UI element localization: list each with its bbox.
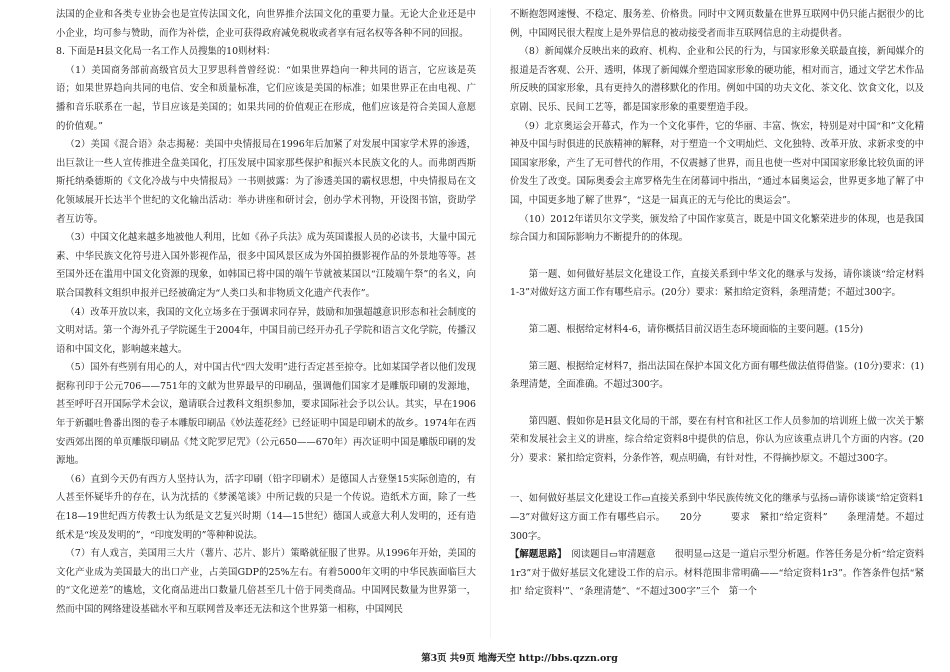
solution-text: 阅读题目▭审清题意 很明显▭这是一道启示型分析题。作答任务是分析“给定资料1r3”对于做好基层文化建设工作的启示。材料范围非常明确——“给定资料1r3”。作答条件包括“紧扣' 给定资料'”、“条理清楚”、“不超过300字”三个 第一个 — [510, 549, 924, 598]
left-column — [56, 6, 476, 620]
site-watermark: 地海天空 http://bbs.qzzn.org — [478, 653, 618, 664]
material-item: （3）中国文化越来越多地被他人利用，比如《孙子兵法》成为英国谍报人员的必读书，大量中国元素、中华民族文化符号进入国外影视作品，很多中国风景区成为外国拍摄影视作品的外景地等等。甚至国外还在滥用中国文化资源的现象，如韩国已将中国的端午节就被某国以“江陵端午祭”的名义，向联合国教科文组织申报并已经被确定为“人类口头和非物质文化遗产代表作”。 — [56, 232, 476, 299]
material-item: （2）美国《混合语》杂志揭秘：美国中央情报局在1996年后加紧了对发展中国家学术界的渗透，出巨款让一些人宣传推进全盘美国化，打压发展中国家那些保护和振兴本民族文化的人。而弗朗西斯斯托纳桑德斯的《文化冷战与中央情报局》一书则披露：为了渗透美国的霸权思想，中央情报局在文化领域展开长达半个世纪的文化输出活动：举办讲座和研讨会，创办学术刊物，开设图书馆，资助学者互访等。 — [56, 139, 476, 225]
material-item: （6）直到今天仍有西方人坚持认为，活字印刷（铅字印刷术）是德国人古登堡15实际创造的，有人甚至怀疑毕升的存在，认为沈括的《梦溪笔谈》中所记载的只是一个传说。造纸术方面，除了一些在18—19世纪西方传教士认为纸是文艺复兴时期（14—15世纪）德国人或意大利人发明的，还有造纸术是“埃及发明的”，“印度发明的”等种种说法。 — [56, 473, 476, 541]
material-item: （10）2012年诺贝尔文学奖，颁发给了中国作家莫言，既是中国文化繁荣进步的体现，也是我国综合国力和国际影响力不断提升的的体现。 — [510, 213, 924, 244]
continuation-paragraph: 不断抱怨网速慢、不稳定、服务差、价格贵。同时中文网页数量在世界互联网中仍只能占据很少的比例，中国网民很大程度上是外界信息的被动接受者而非互联网信息的主动提供者。 — [510, 9, 924, 39]
material-item: （4）改革开放以来，我国的文化立场多在于强调求同存异，鼓励和加强超越意识形态和社会制度的文明对话。第一个海外孔子学院诞生于2004年，中国目前已经开办孔子学院和语言文化学院，传播汉语和中国文化，影响越来越大。 — [56, 306, 476, 355]
question-8-heading: 8. 下面是H县文化局一名工作人员搜集的10则材料： — [56, 46, 276, 58]
right-column — [510, 6, 924, 602]
material-item: （8）新闻媒介反映出来的政府、机构、企业和公民的行为，与国家形象关联最直接，新闻媒介的报道是否客观、公开、透明，体现了新闻媒介塑造国家形象的硬功能，相对而言，通过文学艺术作品所反映的国家形象，具有更持久的潜移默化的作用。例如中国的功夫文化、茶文化、饮食文化，以及京剧、民乐、民间工艺等，都是国家形象的重要塑造手段。 — [510, 46, 924, 113]
question-3: 第三题、根据给定材料7，指出法国在保护本国文化方面有哪些做法值得借鉴。(10分)要求：(1) 条理清楚，全面准确。不超过300字。 — [510, 360, 924, 391]
question-1: 第一题、如何做好基层文化建设工作，直接关系到中华文化的继承与发扬，请你谈谈“给定材料1-3”对做好这方面工作有哪些启示。(20分）要求：紧扣给定资料，条理清楚；不超过300字。 — [510, 268, 924, 299]
solution-label: 【解题思路】 — [510, 549, 562, 561]
material-item: （9）北京奥运会开幕式，作为一个文化事件，它的华丽、丰富、恢宏，特别是对中国“和”文化精神及中国与时俱进的民族精神的解释，对于塑造一个文明灿烂、文化独特、改革开放、求新求变的中国国家形象，产生了无可替代的作用，不仅震撼了世界，而且也使一些对中国国家形象比较负面的评价发生了改变。国际奥委会主席罗格先生在闭幕词中指出，“通过本届奥运会，世界更多地了解了中国，中国更多地了解了世界”，“这是一届真正的无与伦比的奥运会”。 — [510, 120, 924, 206]
intro-paragraph: 法国的企业和各类专业协会也是宣传法国文化，向世界推介法国文化的重要力量。无论大企业还是中小企业，均可参与赞助，而作为补偿，企业可获得政府减免税收或者享有冠名权等各种不同的回报。 — [56, 9, 476, 39]
material-item: （1）美国商务部前高级官员大卫罗思科普曾经说：“如果世界趋向一种共同的语言，它应该是英语；如果世界趋向共同的电信、安全和质量标准，它们应该是美国的标准；如果世界正在由电视、广播和音乐联系在一起，节目应该是美国的；如果共同的价值观正在形成，他们应该是符合美国人意愿的价值观。” — [56, 64, 476, 132]
answer-question: 一、如何做好基层文化建设工作▭直接关系到中华民族传统文化的继承与弘扬▭请你谈谈“给定资料1—3”对做好这方面工作有哪些启示。 20分 要求 紧扣“给定资料” 条理清楚。不超过300字。 — [510, 493, 924, 542]
page-number: 第3页 共9页 — [421, 653, 475, 664]
material-item: （5）国外有些别有用心的人，对中国古代“四大发明”进行否定甚至掠夺。比如某国学者以他们发现据称刊印于公元706——751年的文献为世界最早的印刷品，强调他们国家才是雕版印刷的发源地，甚至呼吁召开国际学术会议，邀请联合过教科文组织参加，要求国际社会予以公认。其实，早在1906年于新疆吐鲁番出图的卷子本雕版印刷品《妙法莲花经》已经证明中国是印刷术的故乡。1974年在西安西郊出图的单页雕版印刷品《梵文陀罗尼咒》（公元650——670年）再次证明中国是雕版印刷的发源地。 — [56, 362, 476, 467]
question-4: 第四题、假如你是H县文化局的干部，要在有村官和社区工作人员参加的培训班上做一次关于繁荣和发展社会主义的讲座，综合给定资料8中提供的信息，你认为应该重点讲几个方面的内容。(20分）要求：紧扣给定资料，分条作答，观点明确，有针对性，不得摘抄原文。不超过300字。 — [510, 415, 924, 464]
question-2: 第二题、根据给定材料4-6，请你概括目前汉语生态环境面临的主要问题。(15分) — [528, 323, 864, 335]
material-item: （7）有人戏言，美国用三大片（薯片、芯片、影片）策略就征服了世界。从1996年开始，美国的文化产业成为美国最大的出口产业，占美国GDP的25%左右。有着5000年文明的中华民族面临巨大的“文化逆差”的尴尬，文化商品进出口数量几倍甚至几十倍于同类商品。中国网民数量为世界第一，然而中国的网络建设基础水平和互联网普及率还无法和这个世界第一相称，中国网民 — [56, 548, 476, 615]
solution-paragraph — [510, 546, 924, 602]
column-divider — [490, 8, 491, 638]
